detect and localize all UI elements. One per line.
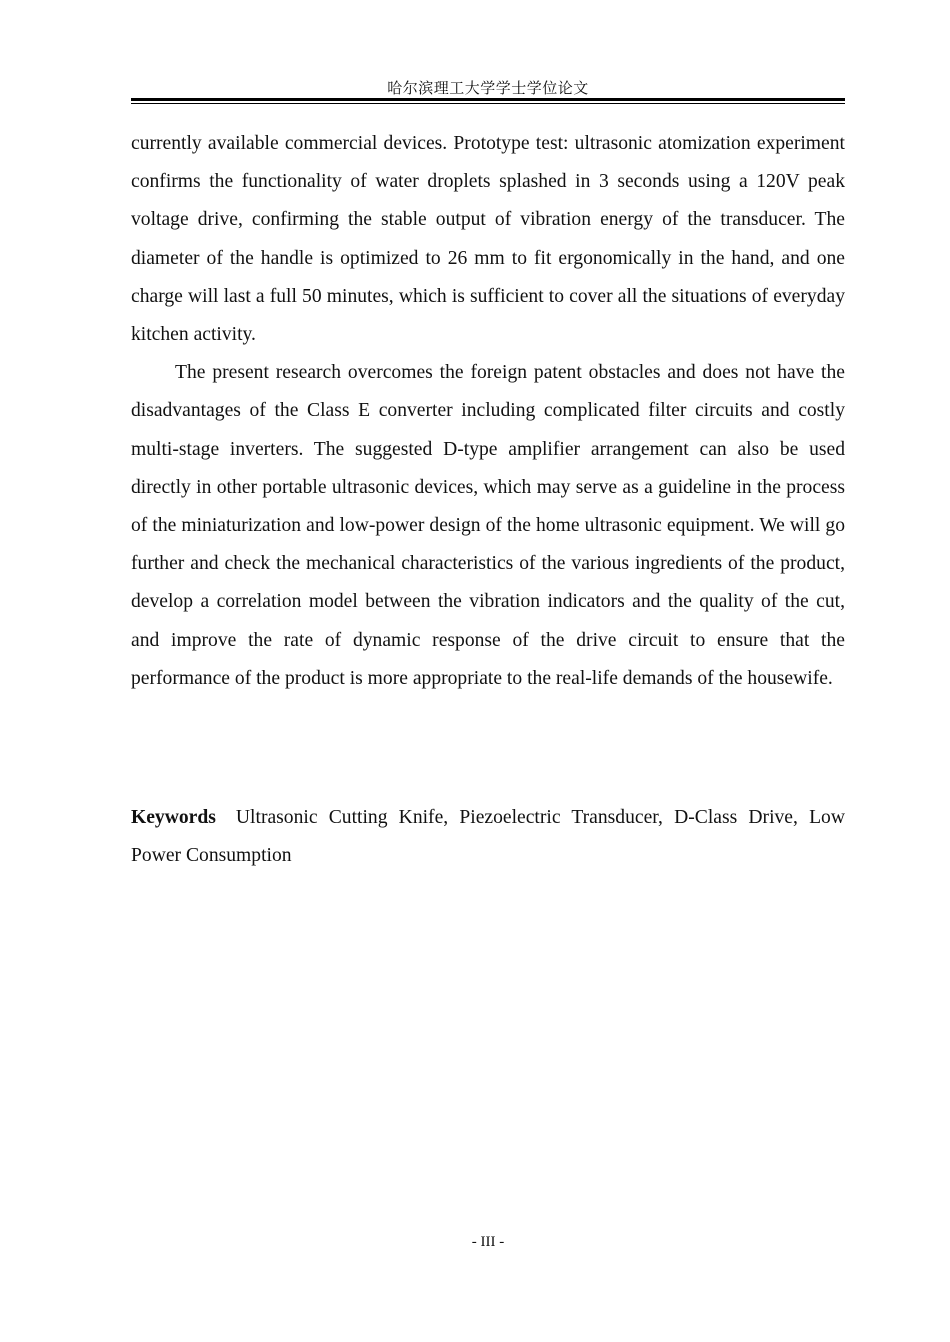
body-text xyxy=(131,125,845,698)
running-header: 哈尔滨理工大学学士学位论文 xyxy=(387,79,589,97)
keywords-section xyxy=(131,799,845,875)
paragraph-2: The present research overcomes the foreign patent obstacles and does not have the disadvantages of the Class E converter including complicated filter circuits and costly multi-stage inverters. The suggested D-type amplifier arrangement can also be used directly in other portable ultrasonic devices, which may serve as a guideline in the process of the miniaturization and low-power design of the home ultrasonic equipment. We will go further and check the mechanical characteristics of the various ingredients of the product, develop a correlation model between the vibration indicators and the quality of the cut, and improve the rate of dynamic response of the drive circuit to ensure that the performance of the product is more appropriate to the real-life demands of the housewife. xyxy=(131,362,845,689)
paragraph-1: currently available commercial devices. Prototype test: ultrasonic atomization experiment confirms the functionality of water droplets splashed in 3 seconds using a 120V peak voltage drive, confirming the stable output of vibration energy of the transducer. The diameter of the handle is optimized to 26 mm to fit ergonomically in the hand, and one charge will last a full 50 minutes, which is sufficient to cover all the situations of everyday kitchen activity. xyxy=(131,133,845,346)
keywords-label: Keywords xyxy=(131,807,216,828)
page-number: - III - xyxy=(471,1234,505,1250)
keywords-text: Ultrasonic Cutting Knife, Piezoelectric Transducer, D-Class Drive, Low Power Consumption xyxy=(131,807,845,867)
header-rule-thick xyxy=(131,98,845,101)
header-rule-thin xyxy=(131,103,845,104)
